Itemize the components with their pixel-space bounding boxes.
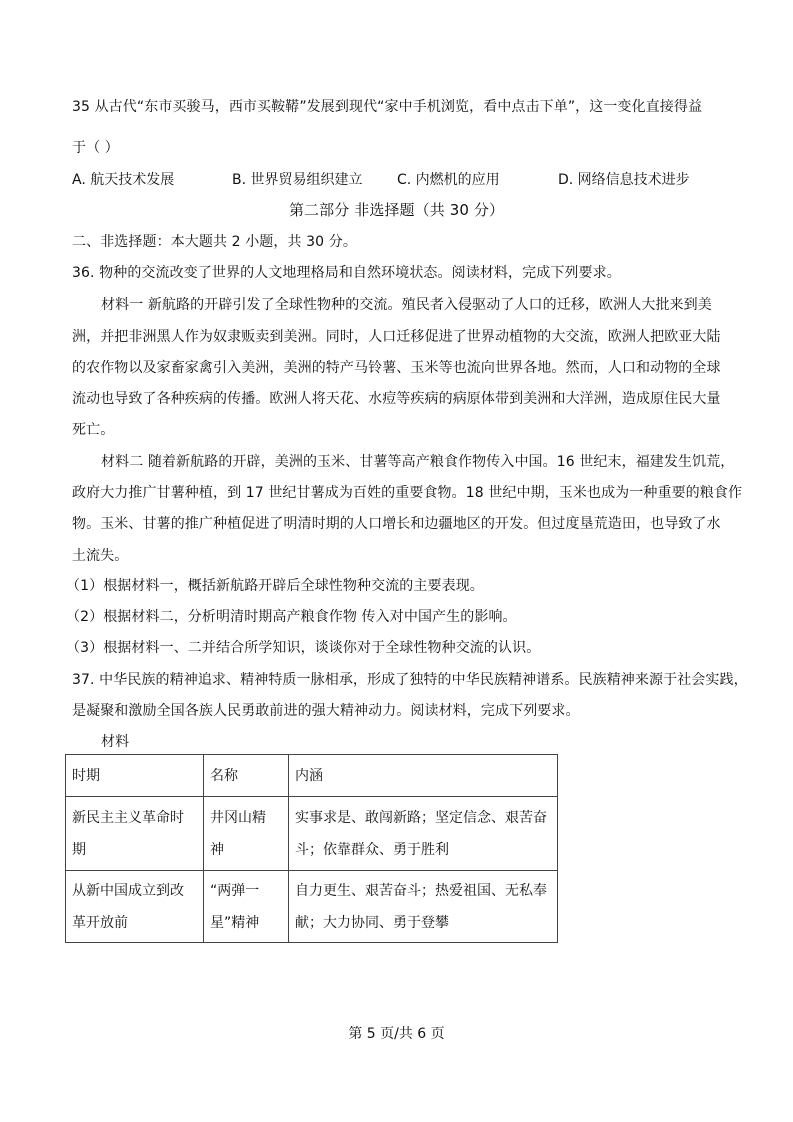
cell-line: 实事求是、敢闯新路；坚定信念、艰苦奋 (295, 809, 547, 826)
cell-line: 新民主主义革命时 (72, 809, 184, 826)
material1-line: 洲，并把非洲黑人作为奴隶贩卖到美洲。同时，人口迁移促进了世界动植物的大交流，欧洲人把欧亚大陆 (72, 329, 721, 345)
header-period: 时期 (66, 755, 204, 797)
q35-option-c: C. 内燃机的应用 (397, 172, 500, 188)
cell-line: 井冈山精 (210, 809, 266, 826)
material1-line: 死亡。 (72, 422, 115, 438)
cell-period (66, 871, 204, 943)
material1-line: 流动也导致了各种疾病的传播。欧洲人将天花、水痘等疾病的病原体带到美洲和大洋洲，造成原住民大量 (72, 391, 721, 407)
q37-stem-line2: 是凝聚和激励全国各族人民勇敢前进的强大精神动力。阅读材料，完成下列要求。 (72, 703, 580, 719)
cell-line: 斗；依靠群众、勇于胜利 (295, 841, 449, 858)
q35-option-d: D. 网络信息技术进步 (558, 172, 690, 188)
material2-line: 物。玉米、甘薯的推广种植促进了明清时期的人口增长和边疆地区的开发。但过度垦荒造田，也导致了水 (72, 516, 721, 532)
cell-line: 从新中国成立到改 (72, 882, 184, 899)
part2-instruction: 二、非选择题：本大题共 2 小题，共 30 分。 (72, 234, 357, 250)
cell-line: 革开放前 (72, 914, 128, 931)
cell-line: 期 (72, 841, 86, 858)
cell-line: 献；大力协同、勇于登攀 (295, 914, 449, 931)
cell-name (204, 871, 289, 943)
cell-line: 神 (210, 841, 224, 858)
material1-line: 的农作物以及家畜家禽引入美洲，美洲的特产马铃薯、玉米等也流向世界各地。然而，人口和动物的全球 (72, 360, 721, 376)
cell-line: 星”精神 (210, 914, 260, 931)
header-meaning: 内涵 (289, 755, 558, 797)
q36-subquestion-2: （2）根据材料二，分析明清时期高产粮食作物 传入对中国产生的影响。 (66, 609, 517, 625)
q35-option-b: B. 世界贸易组织建立 (232, 172, 363, 188)
q35-stem-line1: 35 从古代“东市买骏马，西市买鞍鞯”发展到现代“家中手机浏览，看中点击下单”，这一变化直接得益 (72, 99, 703, 115)
cell-line: “两弹一 (210, 882, 260, 899)
cell-name (204, 797, 289, 871)
spirit-table (65, 754, 558, 943)
q35-option-a: A. 航天技术发展 (72, 172, 175, 188)
cell-period (66, 797, 204, 871)
q37-material-label: 材料 (101, 734, 130, 750)
page-number: 第 5 页/共 6 页 (348, 1026, 445, 1042)
cell-meaning (289, 797, 558, 871)
part2-title: 第二部分 非选择题（共 30 分） (288, 201, 505, 219)
material2-line: 材料二 随着新航路的开辟，美洲的玉米、甘薯等高产粮食作物传入中国。16 世纪末，福建发生饥荒， (101, 454, 735, 470)
table-row (66, 797, 558, 871)
q37-stem-line1: 37. 中华民族的精神追求、精神特质一脉相承，形成了独特的中华民族精神谱系。民族精神来源于社会实践， (72, 672, 748, 688)
cell-line: 自力更生、艰苦奋斗；热爱祖国、无私奉 (295, 882, 547, 899)
material1-line: 材料一 新航路的开辟引发了全球性物种的交流。殖民者入侵驱动了人口的迁移，欧洲人大批来到美 (101, 297, 712, 313)
q35-stem-line2: 于（ ） (72, 140, 119, 156)
table-row (66, 871, 558, 943)
cell-meaning (289, 871, 558, 943)
material2-line: 土流失。 (72, 548, 129, 564)
header-name: 名称 (204, 755, 289, 797)
q36-subquestion-1: （1）根据材料一，概括新航路开辟后全球性物种交流的主要表现。 (66, 578, 484, 594)
material2-line: 政府大力推广甘薯种植，到 17 世纪甘薯成为百姓的重要食物。18 世纪中期，玉米也成为一种重要的粮食作 (72, 485, 743, 501)
q36-stem: 36. 物种的交流改变了世界的人文地理格局和自然环境状态。阅读材料，完成下列要求。 (72, 265, 621, 281)
table-header-row (66, 755, 558, 797)
q36-subquestion-3: （3）根据材料一、二并结合所学知识，谈谈你对于全球性物种交流的认识。 (66, 640, 541, 656)
